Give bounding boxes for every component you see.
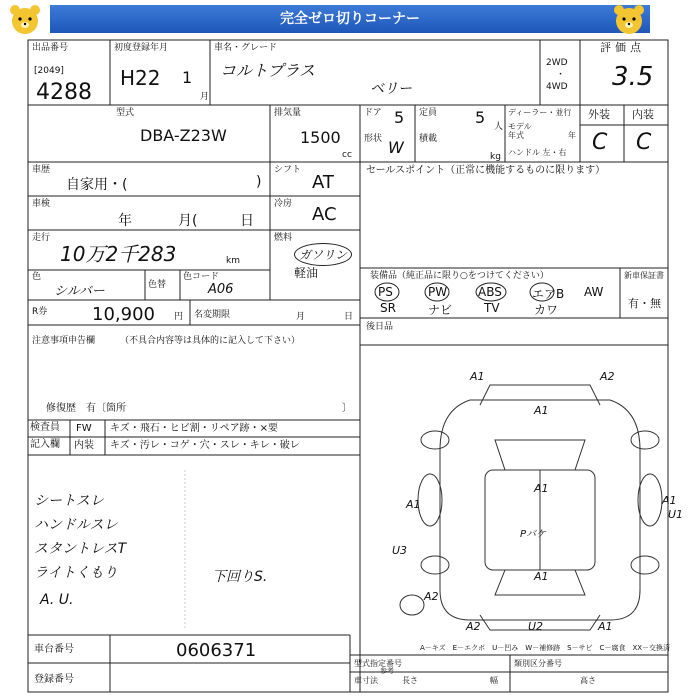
type-label: 型式 bbox=[116, 108, 135, 118]
equip-ps: PS bbox=[378, 285, 393, 299]
recycle-unit: 円 bbox=[174, 312, 184, 322]
diagram-legend: A－キズ E－エクボ U－凹み W－補修跡 S－サビ C－腐食 XX－交換済 bbox=[420, 644, 671, 652]
aircon-label: 冷房 bbox=[274, 199, 293, 209]
note-line: シートスレ bbox=[34, 493, 104, 509]
damage-mark: A1 bbox=[598, 620, 613, 633]
mileage-value: 10万2千283 bbox=[60, 242, 177, 266]
chassis-value: 0606371 bbox=[176, 640, 257, 661]
damage-mark: A1 bbox=[406, 498, 421, 511]
tax-month: 月 bbox=[296, 312, 306, 322]
dealer-label: ディーラー・並行 bbox=[508, 108, 572, 117]
interior-value: C bbox=[636, 130, 652, 155]
page-title: 完全ゼロ切りコーナー bbox=[50, 5, 650, 33]
damage-mark: A2 bbox=[600, 370, 615, 383]
grade-name: ベリー bbox=[370, 81, 412, 97]
ref-label: 参考 bbox=[380, 667, 394, 675]
inspection-day: 日 bbox=[240, 213, 254, 229]
handle-label: ハンドル 左・右 bbox=[508, 148, 567, 157]
history-value: 自家用・( bbox=[66, 177, 128, 193]
damage-mark: A1 bbox=[534, 570, 549, 583]
equip-aw: AW bbox=[584, 285, 604, 299]
exterior-label: 外装 bbox=[588, 108, 610, 121]
recycle-value: 10,900 bbox=[92, 304, 155, 325]
note-line: スタントレスT bbox=[34, 541, 127, 557]
doors-value: 5 bbox=[394, 108, 405, 127]
doors-label: ドア bbox=[364, 108, 382, 118]
model-name: コルトプラス bbox=[220, 61, 316, 80]
fuel-label: 燃料 bbox=[274, 233, 293, 243]
drive-2wd: 2WD bbox=[546, 58, 568, 68]
displacement-label: 排気量 bbox=[274, 108, 302, 118]
score-label: 評価点 bbox=[600, 41, 645, 54]
displacement-value: 1500 bbox=[300, 128, 341, 147]
damage-mark: A2 bbox=[466, 620, 481, 633]
damage-mark: A1 bbox=[470, 370, 485, 383]
aircon-value: AC bbox=[312, 204, 337, 225]
inspection-label: 車検 bbox=[32, 199, 51, 209]
lot-small: [2049] bbox=[34, 66, 64, 76]
note-line: ハンドルスレ bbox=[34, 517, 118, 533]
tax-day: 日 bbox=[344, 312, 354, 322]
shift-label: シフト bbox=[274, 165, 302, 175]
drive-4wd: 4WD bbox=[546, 82, 568, 92]
sales-point-label: セールスポイント（正常に機能するものに限ります） bbox=[366, 165, 606, 176]
inspector-label: 検査員 bbox=[30, 422, 60, 433]
mileage-unit: km bbox=[226, 256, 240, 266]
damage-mark: Pバケ bbox=[520, 529, 547, 540]
first-reg-month: 1 bbox=[182, 68, 193, 87]
registration-label: 登録番号 bbox=[34, 674, 74, 685]
interior-items: キズ・汚レ・コゲ・穴・スレ・キレ・破レ bbox=[110, 440, 300, 451]
drive-sep: ・ bbox=[556, 70, 566, 80]
color-tone-label: 色替 bbox=[148, 280, 167, 290]
class-num-label: 類別区分番号 bbox=[514, 659, 562, 668]
note-line: ライトくもり bbox=[34, 565, 118, 581]
displacement-unit: cc bbox=[342, 150, 352, 160]
score-value: 3.5 bbox=[612, 62, 654, 92]
lot-number: 4288 bbox=[36, 80, 92, 105]
lot-label: 出品番号 bbox=[32, 43, 69, 53]
shape-value: W bbox=[388, 138, 404, 157]
first-reg-era: H22 bbox=[120, 66, 161, 90]
inspector-entry-label: 記入欄 bbox=[30, 439, 60, 450]
color-code-label: 色コード bbox=[183, 272, 220, 282]
fuel-diesel: 軽油 bbox=[294, 266, 319, 280]
damage-mark: A1 bbox=[534, 404, 549, 417]
capacity-unit: 人 bbox=[494, 122, 504, 132]
equip-sr: SR bbox=[380, 301, 396, 315]
color-code: A06 bbox=[208, 282, 234, 297]
damage-mark: U1 bbox=[668, 508, 684, 521]
damage-mark: U3 bbox=[392, 544, 408, 557]
history-close: ) bbox=[256, 174, 262, 190]
load-label: 積載 bbox=[419, 134, 438, 144]
model-spec-label: 型式指定番号 bbox=[354, 659, 402, 668]
width-label: 幅 bbox=[490, 676, 498, 685]
year-unit: 年 bbox=[568, 131, 576, 140]
color-label: 色 bbox=[32, 272, 42, 282]
damage-mark: U2 bbox=[528, 620, 544, 633]
warranty-value: 有・無 bbox=[628, 297, 661, 310]
capacity-value: 5 bbox=[475, 108, 486, 127]
mileage-label: 走行 bbox=[32, 233, 51, 243]
shape-label: 形状 bbox=[364, 134, 383, 144]
name-label: 車名・グレード bbox=[214, 43, 278, 53]
equipment-label: 装備品（純正品に限り○をつけてください） bbox=[370, 271, 549, 281]
model-label: モデル bbox=[508, 122, 532, 131]
first-reg-month-unit: 月 bbox=[200, 92, 210, 102]
size-label: 車寸法 bbox=[354, 676, 378, 685]
remark-label: 後日品 bbox=[366, 322, 394, 332]
chassis-label: 車台番号 bbox=[34, 644, 74, 655]
equip-tv: TV bbox=[484, 301, 500, 315]
recycle-label: R券 bbox=[32, 307, 48, 317]
note-line: A. U. bbox=[40, 592, 74, 608]
length-label: 長さ bbox=[402, 676, 418, 685]
notes-label: 注意事項申告欄 bbox=[32, 336, 96, 346]
equip-navi: ナビ bbox=[428, 303, 453, 317]
year-label: 年式 bbox=[508, 131, 524, 140]
equip-pw: PW bbox=[428, 285, 448, 299]
repair-label: 修復歴 有〔箇所 bbox=[46, 403, 126, 414]
type-value: DBA-Z23W bbox=[140, 126, 227, 145]
inspection-year: 年 bbox=[118, 213, 132, 229]
first-reg-label: 初度登録年月 bbox=[114, 43, 169, 53]
interior-label: 内装 bbox=[632, 108, 654, 121]
fuel-gasoline: ガソリン bbox=[294, 243, 352, 266]
history-label: 車歴 bbox=[32, 165, 51, 175]
notes-sub: （不具合内容等は具体的に記入して下さい） bbox=[120, 336, 301, 346]
repair-close: 〕 bbox=[342, 403, 352, 414]
shift-value: AT bbox=[312, 172, 334, 193]
warranty-label: 新車保証書 bbox=[624, 271, 664, 280]
height-label: 高さ bbox=[580, 676, 596, 685]
equip-airbag: エアB bbox=[532, 287, 565, 301]
fw-items: キズ・飛石・ヒビ割・リペア跡・×要 bbox=[110, 423, 278, 434]
fw-label: FW bbox=[76, 423, 92, 434]
capacity-label: 定員 bbox=[419, 108, 438, 118]
damage-mark: A2 bbox=[424, 590, 439, 603]
inspection-month: 月( bbox=[178, 213, 198, 229]
tax-label: 名変期限 bbox=[194, 310, 231, 320]
equip-abs: ABS bbox=[478, 285, 502, 299]
damage-mark: A1 bbox=[534, 482, 549, 495]
note-line: 下回りS. bbox=[212, 569, 268, 585]
interior-inspect-label: 内装 bbox=[74, 440, 94, 451]
damage-mark: A1 bbox=[662, 494, 677, 507]
exterior-value: C bbox=[592, 130, 608, 155]
load-unit: kg bbox=[490, 152, 501, 162]
equip-leather: カワ bbox=[534, 303, 559, 317]
color-value: シルバー bbox=[54, 284, 105, 299]
